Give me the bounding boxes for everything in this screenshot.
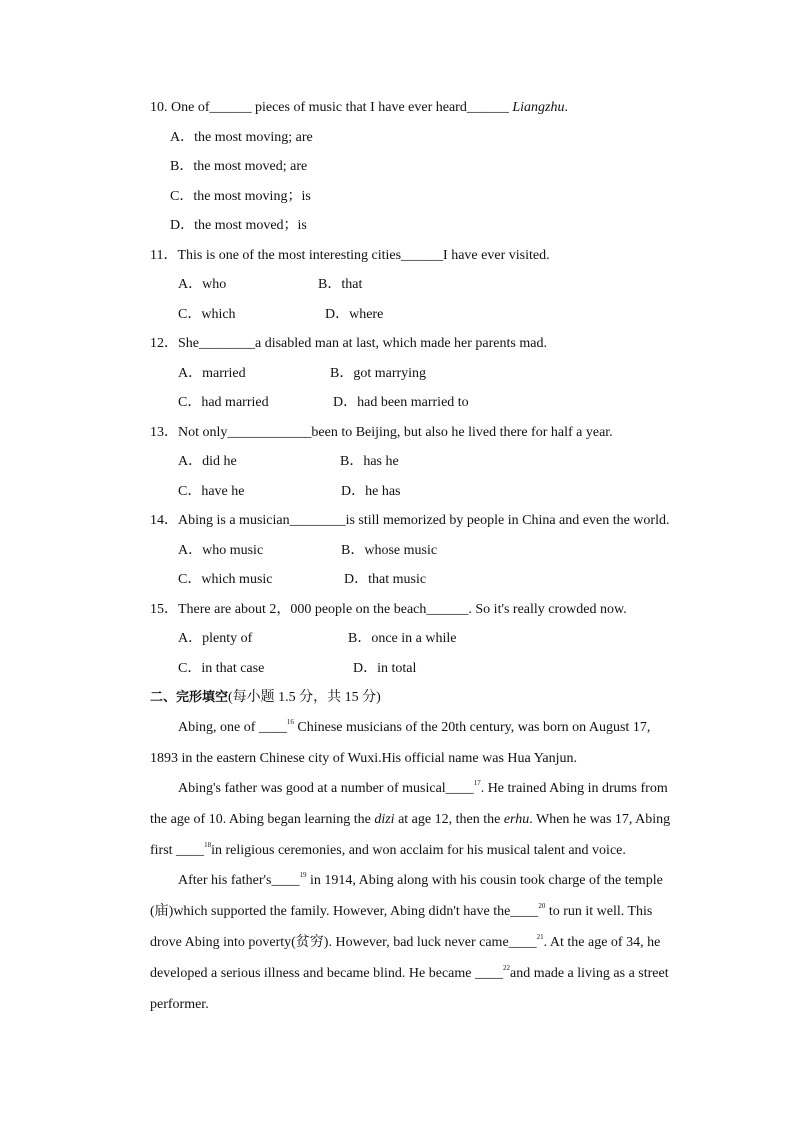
passage-text: . At the age of 34, he	[543, 935, 661, 950]
question-10-option-a: A．the most moving; are	[170, 130, 313, 145]
section-2-heading-bold: 二、完形填空	[150, 690, 229, 705]
passage-text: . When he was 17, Abing	[529, 812, 671, 827]
passage-text: and made a living as a street	[510, 966, 669, 981]
question-14-option-d: D．that music	[344, 572, 427, 587]
question-10-stem	[150, 99, 568, 117]
question-14-option-b: B．whose music	[341, 543, 438, 558]
question-11-stem: 11．This is one of the most interesting cities______I have ever visited.	[150, 248, 550, 263]
question-12-option-d: D．had been married to	[333, 395, 469, 410]
question-13-option-a: A．did he	[178, 454, 237, 469]
question-11-option-b: B．that	[318, 277, 363, 292]
question-10-text: 10. One of______ pieces of music that I have ever heard______	[150, 100, 513, 115]
question-14-option-a: A．who music	[178, 543, 264, 558]
blank-number-16: 16	[286, 718, 294, 726]
blank-number-18: 18	[204, 841, 212, 849]
passage-text: . He trained Abing in drums from	[480, 781, 668, 796]
blank-number-17: 17	[473, 779, 481, 787]
question-15-option-d: D．in total	[353, 661, 417, 676]
question-12-option-b: B．got marrying	[330, 366, 427, 381]
passage-text: Abing's father was good at a number of musical____	[178, 781, 474, 796]
question-14-stem: 14．Abing is a musician________is still memorized by people in China and even the world.	[150, 513, 670, 528]
blank-number-22: 22	[503, 964, 510, 972]
blank-number-21: 21	[536, 933, 544, 941]
passage-p1-line-1	[178, 719, 650, 737]
passage-text: After his father's____	[178, 873, 300, 888]
section-2-heading-scoring: (每小题 1.5 分，共 15 分)	[228, 690, 381, 705]
passage-text: in religious ceremonies, and won acclaim for his musical talent and voice.	[211, 843, 626, 858]
passage-text: to run it well. This	[545, 904, 653, 919]
question-10-option-d: D．the most moved；is	[170, 218, 307, 233]
question-10-option-b: B．the most moved; are	[170, 159, 308, 174]
question-12-stem: 12．She________a disabled man at last, which made her parents mad.	[150, 336, 547, 351]
question-13-option-c: C．have he	[178, 484, 245, 499]
passage-p2-line-1	[178, 780, 668, 798]
passage-p3-line-4	[150, 965, 669, 983]
question-13-option-b: B．has he	[340, 454, 399, 469]
passage-p3-line-2	[150, 903, 652, 921]
question-11-option-d: D．where	[325, 307, 384, 322]
passage-p2-line-2	[150, 811, 670, 829]
question-12-option-a: A．married	[178, 366, 246, 381]
passage-text: (庙)which supported the family. However, Abing didn't have the____	[150, 904, 539, 919]
passage-text: developed a serious illness and became blind. He became ____	[150, 966, 503, 981]
question-11-option-c: C．which	[178, 307, 236, 322]
passage-text: in 1914, Abing along with his cousin took charge of the temple	[306, 873, 663, 888]
question-13-option-d: D．he has	[341, 484, 401, 499]
question-15-option-b: B．once in a while	[348, 631, 457, 646]
passage-p3-line-3	[150, 934, 660, 952]
passage-text: Abing, one of ____	[178, 720, 287, 735]
question-13-stem: 13．Not only____________been to Beijing, but also he lived there for half a year.	[150, 425, 613, 440]
section-2-heading	[150, 689, 381, 707]
passage-text: at age 12, then the	[394, 812, 504, 827]
question-14-option-c: C．which music	[178, 572, 273, 587]
question-15-stem: 15．There are about 2，000 people on the beach______. So it's really crowded now.	[150, 602, 627, 617]
passage-text: the age of 10. Abing began learning the	[150, 812, 375, 827]
passage-p3-line-5: performer.	[150, 997, 209, 1012]
question-10-italic-title: Liangzhu	[512, 100, 565, 115]
question-15-option-a: A．plenty of	[178, 631, 253, 646]
question-15-option-c: C．in that case	[178, 661, 265, 676]
blank-number-19: 19	[299, 871, 307, 879]
question-10-option-c: C．the most moving；is	[170, 189, 311, 204]
passage-p3-line-1	[178, 872, 663, 890]
passage-p2-line-3	[150, 842, 626, 860]
passage-text: drove Abing into poverty(贫穷). However, bad luck never came____	[150, 935, 537, 950]
blank-number-20: 20	[538, 902, 546, 910]
instrument-erhu: erhu	[503, 812, 530, 827]
passage-text: first ____	[150, 843, 205, 858]
instrument-dizi: dizi	[374, 812, 395, 827]
passage-text: Chinese musicians of the 20th century, was born on August 17,	[293, 720, 651, 735]
question-12-option-c: C．had married	[178, 395, 269, 410]
question-10-end: .	[564, 100, 568, 115]
question-11-option-a: A．who	[178, 277, 227, 292]
passage-p1-line-2: 1893 in the eastern Chinese city of Wuxi.His official name was Hua Yanjun.	[150, 751, 578, 766]
